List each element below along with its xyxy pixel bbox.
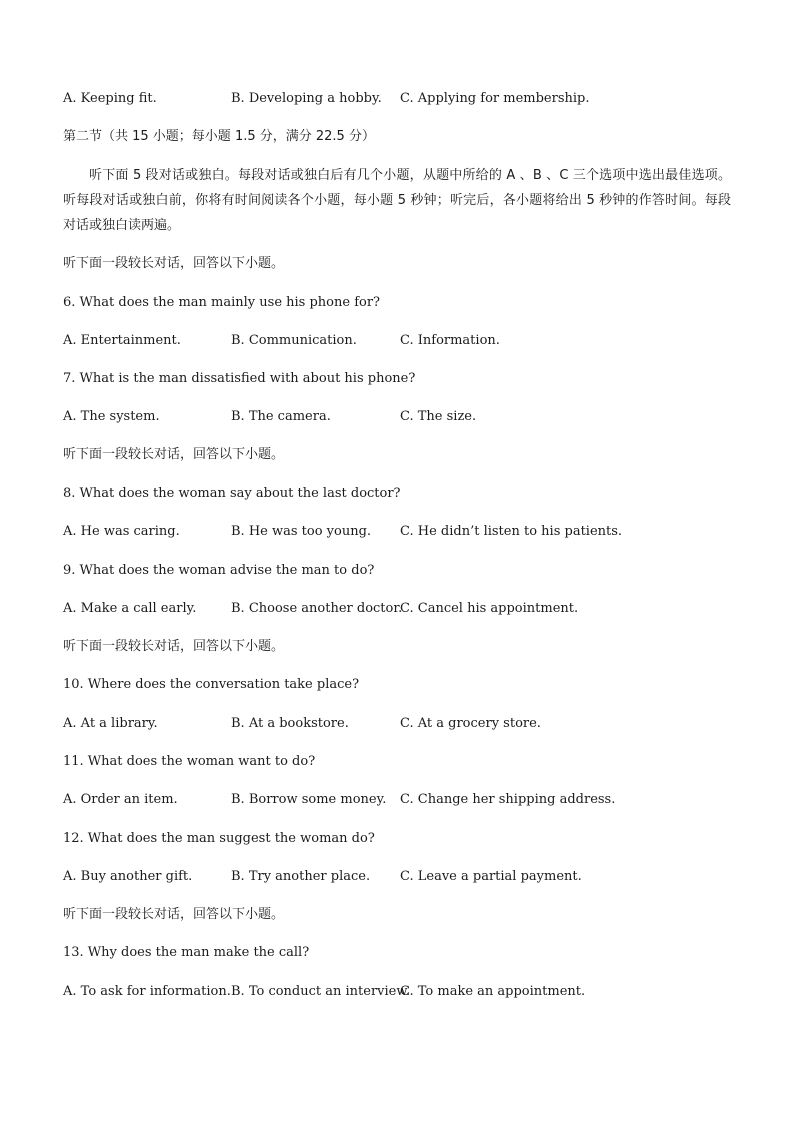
option-row-12 [63,868,743,886]
question-13: 13. Why does the man make the call? [63,945,310,960]
option-c: C. At a grocery store. [400,716,541,731]
question-8: 8. What does the woman say about the last doctor? [63,486,401,501]
option-a: A. He was caring. [63,524,180,539]
option-row-13 [63,983,743,1001]
option-b: B. The camera. [231,409,331,424]
option-c: C. He didn’t listen to his patients. [400,524,623,539]
question-12: 12. What does the man suggest the woman do? [63,831,375,846]
question-7: 7. What is the man dissatisfied with about his phone? [63,371,416,386]
option-b: B. He was too young. [231,524,372,539]
option-c: C. Cancel his appointment. [400,601,579,616]
option-b: B. Communication. [231,333,357,348]
question-6: 6. What does the man mainly use his phone for? [63,295,381,310]
option-c: C. Leave a partial payment. [400,869,582,884]
option-c: C. Information. [400,333,500,348]
option-row-11 [63,791,743,809]
option-a: A. Make a call early. [63,601,197,616]
option-row-9 [63,600,743,618]
option-a: A. Buy another gift. [63,869,193,884]
option-c: C. The size. [400,409,477,424]
option-row-7 [63,408,743,426]
dialogue-prompt: 听下面一段较长对话，回答以下小题。 [63,256,285,271]
option-b: B. At a bookstore. [231,716,349,731]
option-row-8 [63,523,743,541]
option-c: C. Applying for membership. [400,91,590,106]
dialogue-prompt: 听下面一段较长对话，回答以下小题。 [63,447,285,462]
option-b: B. Choose another doctor. [231,601,403,616]
option-a: A. Entertainment. [63,333,181,348]
instructions-paragraph: 听下面 5 段对话或独白。每段对话或独白后有几个小题，从题中所给的 A 、B 、C 三个选项中选出最佳选项。听每段对话或独白前，你将有时间阅读各个小题，每小题 5 秒钟；听完后，各小题将给出 5 秒钟的作答时间。每段对话或独白读两遍。 [63,168,731,233]
option-row-6 [63,332,743,350]
option-row-10 [63,715,743,733]
option-a: A. The system. [63,409,160,424]
option-c: C. To make an appointment. [400,984,586,999]
question-11: 11. What does the woman want to do? [63,754,316,769]
option-a: A. Order an item. [63,792,178,807]
dialogue-prompt: 听下面一段较长对话，回答以下小题。 [63,639,285,654]
option-b: B. Try another place. [231,869,371,884]
option-row-top [63,90,743,108]
option-a: A. Keeping fit. [63,91,157,106]
question-10: 10. Where does the conversation take place? [63,677,360,692]
dialogue-prompt: 听下面一段较长对话，回答以下小题。 [63,907,285,922]
option-a: A. At a library. [63,716,158,731]
option-b: B. To conduct an interview. [231,984,411,999]
option-c: C. Change her shipping address. [400,792,616,807]
question-9: 9. What does the woman advise the man to do? [63,563,375,578]
option-b: B. Borrow some money. [231,792,387,807]
section-heading: 第二节（共 15 小题；每小题 1.5 分，满分 22.5 分） [63,129,375,144]
option-a: A. To ask for information. [63,984,231,999]
option-b: B. Developing a hobby. [231,91,382,106]
